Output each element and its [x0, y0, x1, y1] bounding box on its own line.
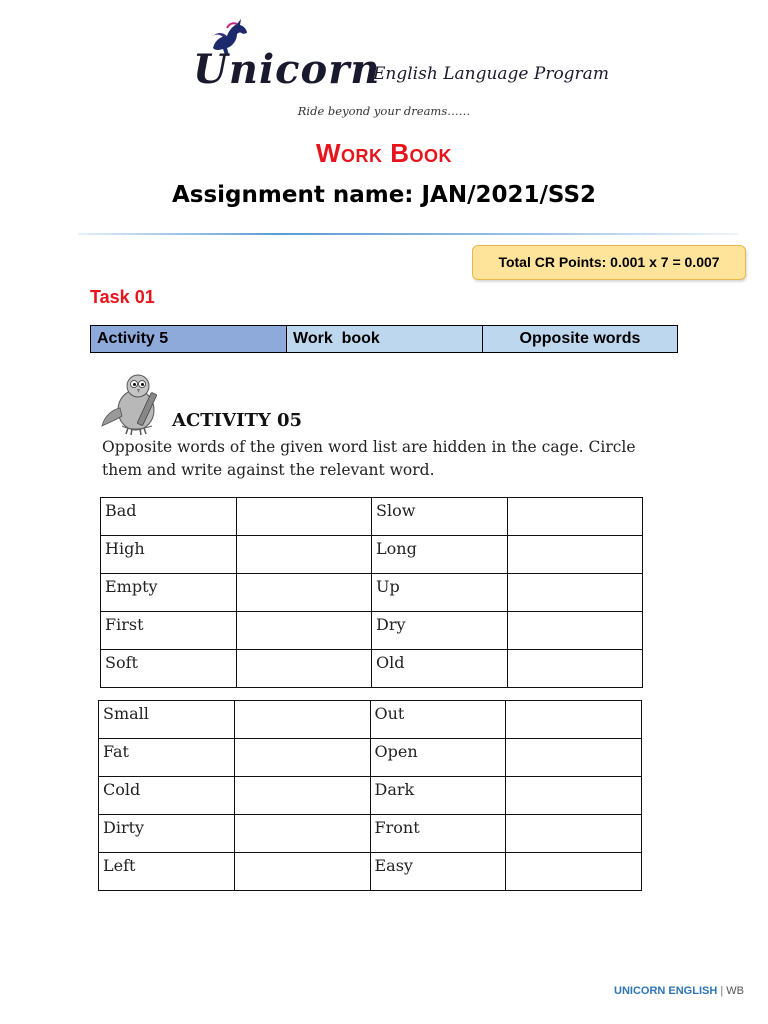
table-row [99, 815, 642, 853]
word-cell: High [101, 536, 237, 574]
word-cell: Dry [372, 612, 508, 650]
answer-cell[interactable] [236, 574, 372, 612]
logo [185, 18, 625, 96]
answer-cell[interactable] [507, 498, 643, 536]
brand-name: Unicorn [193, 46, 381, 93]
assignment-title: Assignment name: JAN/2021/SS2 [171, 182, 597, 208]
word-cell: Small [99, 701, 235, 739]
answer-cell[interactable] [234, 701, 370, 739]
answer-cell[interactable] [506, 739, 642, 777]
answer-cell[interactable] [507, 612, 643, 650]
word-cell: Dark [370, 777, 506, 815]
cr-points-badge: Total CR Points: 0.001 x 7 = 0.007 [472, 245, 746, 280]
footer-separator: | [720, 985, 724, 997]
answer-cell[interactable] [507, 650, 643, 688]
table-row [101, 498, 643, 536]
table-row [99, 853, 642, 891]
workbook-title: Work Book [315, 138, 453, 168]
answer-cell[interactable] [506, 777, 642, 815]
table-row [101, 574, 643, 612]
word-table-2 [98, 700, 642, 891]
word-cell: Left [99, 853, 235, 891]
answer-cell[interactable] [234, 777, 370, 815]
program-name: English Language Program [373, 64, 609, 84]
activity-heading: ACTIVITY 05 [172, 410, 303, 431]
word-cell: Up [372, 574, 508, 612]
word-cell: First [101, 612, 237, 650]
activity-number: Activity 5 [91, 326, 287, 352]
word-cell: Out [370, 701, 506, 739]
word-cell: Open [370, 739, 506, 777]
footer-code: WB [726, 985, 744, 997]
answer-cell[interactable] [234, 739, 370, 777]
word-cell: Bad [101, 498, 237, 536]
tagline: Ride beyond your dreams…… [297, 104, 471, 118]
table-row [101, 650, 643, 688]
word-table-1 [100, 497, 643, 688]
answer-cell[interactable] [506, 701, 642, 739]
word-cell: Old [372, 650, 508, 688]
answer-cell[interactable] [236, 650, 372, 688]
divider [78, 233, 738, 235]
word-cell: Front [370, 815, 506, 853]
answer-cell[interactable] [236, 536, 372, 574]
footer [614, 985, 744, 997]
task-label: Task 01 [90, 287, 155, 307]
bird-pencil-icon [100, 370, 170, 438]
word-cell: Slow [372, 498, 508, 536]
activity-topic: Opposite words [483, 326, 677, 352]
footer-brand: UNICORN ENGLISH [614, 985, 718, 997]
answer-cell[interactable] [236, 498, 372, 536]
answer-cell[interactable] [236, 612, 372, 650]
answer-cell[interactable] [506, 853, 642, 891]
table-row [101, 612, 643, 650]
table-row [99, 739, 642, 777]
answer-cell[interactable] [507, 536, 643, 574]
answer-cell[interactable] [234, 853, 370, 891]
word-cell: Empty [101, 574, 237, 612]
word-cell: Easy [370, 853, 506, 891]
table-row [99, 701, 642, 739]
activity-type: Work book [287, 326, 483, 352]
activity-bar [90, 325, 678, 353]
word-cell: Fat [99, 739, 235, 777]
word-cell: Cold [99, 777, 235, 815]
answer-cell[interactable] [234, 815, 370, 853]
word-cell: Dirty [99, 815, 235, 853]
word-cell: Long [372, 536, 508, 574]
word-cell: Soft [101, 650, 237, 688]
table-row [99, 777, 642, 815]
instructions: Opposite words of the given word list are hidden in the cage. Circle them and write against the relevant word. [102, 438, 636, 479]
answer-cell[interactable] [507, 574, 643, 612]
table-row [101, 536, 643, 574]
answer-cell[interactable] [506, 815, 642, 853]
